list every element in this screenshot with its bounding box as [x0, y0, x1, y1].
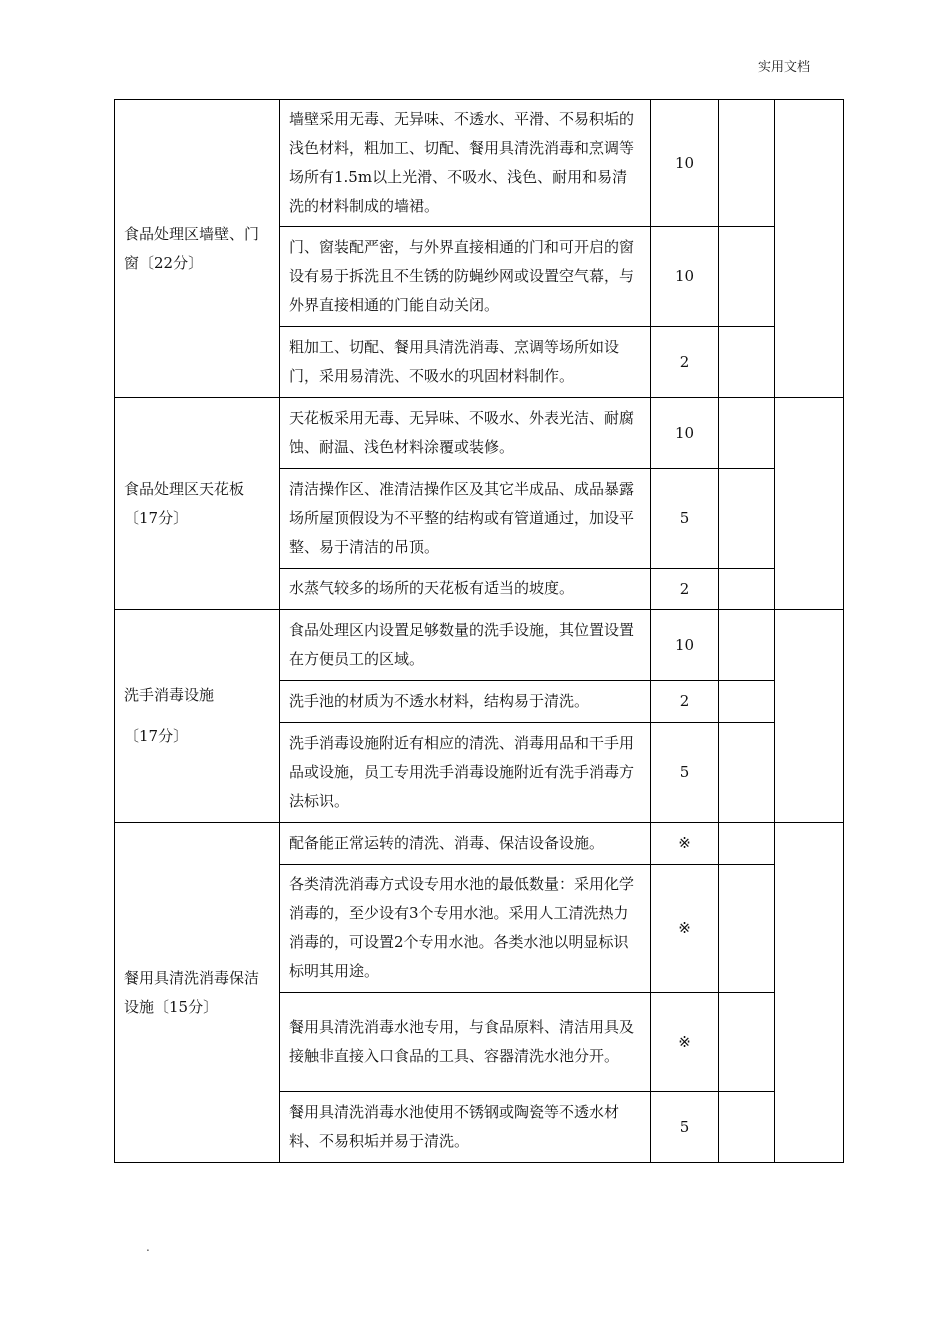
- footer-mark: .: [146, 1240, 150, 1254]
- category-cell: 食品处理区墙壁、门窗〔22分〕: [115, 100, 280, 398]
- item-score: 2: [651, 681, 719, 723]
- item-description: 门、窗装配严密，与外界直接相通的门和可开启的窗设有易于拆洗且不生锈的防蝇纱网或设置空气幕，与外界直接相通的门能自动关闭。: [280, 227, 651, 327]
- item-description: 食品处理区内设置足够数量的洗手设施，其位置设置在方便员工的区域。: [280, 610, 651, 681]
- inspection-table: [114, 99, 844, 1163]
- item-description: 餐用具清洗消毒水池使用不锈钢或陶瓷等不透水材料、不易积垢并易于清洗。: [280, 1092, 651, 1163]
- remark-cell: [775, 610, 844, 823]
- result-cell: [719, 327, 775, 398]
- remark-cell: [775, 823, 844, 1163]
- result-cell: [719, 610, 775, 681]
- table-row: [115, 610, 844, 681]
- table-row: [115, 398, 844, 469]
- item-description: 餐用具清洗消毒水池专用，与食品原料、清洁用具及接触非直接入口食品的工具、容器清洗水池分开。: [280, 993, 651, 1092]
- result-cell: [719, 823, 775, 865]
- item-score: 5: [651, 723, 719, 823]
- result-cell: [719, 681, 775, 723]
- result-cell: [719, 723, 775, 823]
- remark-cell: [775, 398, 844, 610]
- item-score: ※: [651, 823, 719, 865]
- item-score: ※: [651, 993, 719, 1092]
- item-score: 2: [651, 327, 719, 398]
- category-cell: 食品处理区天花板〔17分〕: [115, 398, 280, 610]
- item-score: 10: [651, 100, 719, 227]
- item-score: ※: [651, 865, 719, 993]
- item-score: 5: [651, 469, 719, 569]
- result-cell: [719, 100, 775, 227]
- item-score: 2: [651, 569, 719, 610]
- item-score: 5: [651, 1092, 719, 1163]
- remark-cell: [775, 100, 844, 398]
- table-row: [115, 100, 844, 227]
- item-description: 水蒸气较多的场所的天花板有适当的坡度。: [280, 569, 651, 610]
- result-cell: [719, 865, 775, 993]
- item-description: 粗加工、切配、餐用具清洗消毒、烹调等场所如设门，采用易清洗、不吸水的巩固材料制作。: [280, 327, 651, 398]
- item-score: 10: [651, 610, 719, 681]
- result-cell: [719, 469, 775, 569]
- item-score: 10: [651, 227, 719, 327]
- category-cell: 洗手消毒设施 〔17分〕: [115, 610, 280, 823]
- item-score: 10: [651, 398, 719, 469]
- result-cell: [719, 1092, 775, 1163]
- category-cell: 餐用具清洗消毒保洁设施〔15分〕: [115, 823, 280, 1163]
- item-description: 墙壁采用无毒、无异味、不透水、平滑、不易积垢的浅色材料，粗加工、切配、餐用具清洗消毒和烹调等场所有1.5m以上光滑、不吸水、浅色、耐用和易清洗的材料制成的墙裙。: [280, 100, 651, 227]
- item-description: 配备能正常运转的清洗、消毒、保洁设备设施。: [280, 823, 651, 865]
- result-cell: [719, 993, 775, 1092]
- item-description: 天花板采用无毒、无异味、不吸水、外表光洁、耐腐蚀、耐温、浅色材料涂覆或装修。: [280, 398, 651, 469]
- result-cell: [719, 398, 775, 469]
- result-cell: [719, 569, 775, 610]
- item-description: 洗手消毒设施附近有相应的清洗、消毒用品和干手用品或设施，员工专用洗手消毒设施附近有洗手消毒方法标识。: [280, 723, 651, 823]
- item-description: 洗手池的材质为不透水材料，结构易于清洗。: [280, 681, 651, 723]
- page-header-label: 实用文档: [757, 60, 810, 75]
- item-description: 清洁操作区、准清洁操作区及其它半成品、成品暴露场所屋顶假设为不平整的结构或有管道通过，加设平整、易于清洁的吊顶。: [280, 469, 651, 569]
- table-row: [115, 823, 844, 865]
- item-description: 各类清洗消毒方式设专用水池的最低数量：采用化学消毒的，至少设有3个专用水池。采用人工清洗热力消毒的，可设置2个专用水池。各类水池以明显标识标明其用途。: [280, 865, 651, 993]
- result-cell: [719, 227, 775, 327]
